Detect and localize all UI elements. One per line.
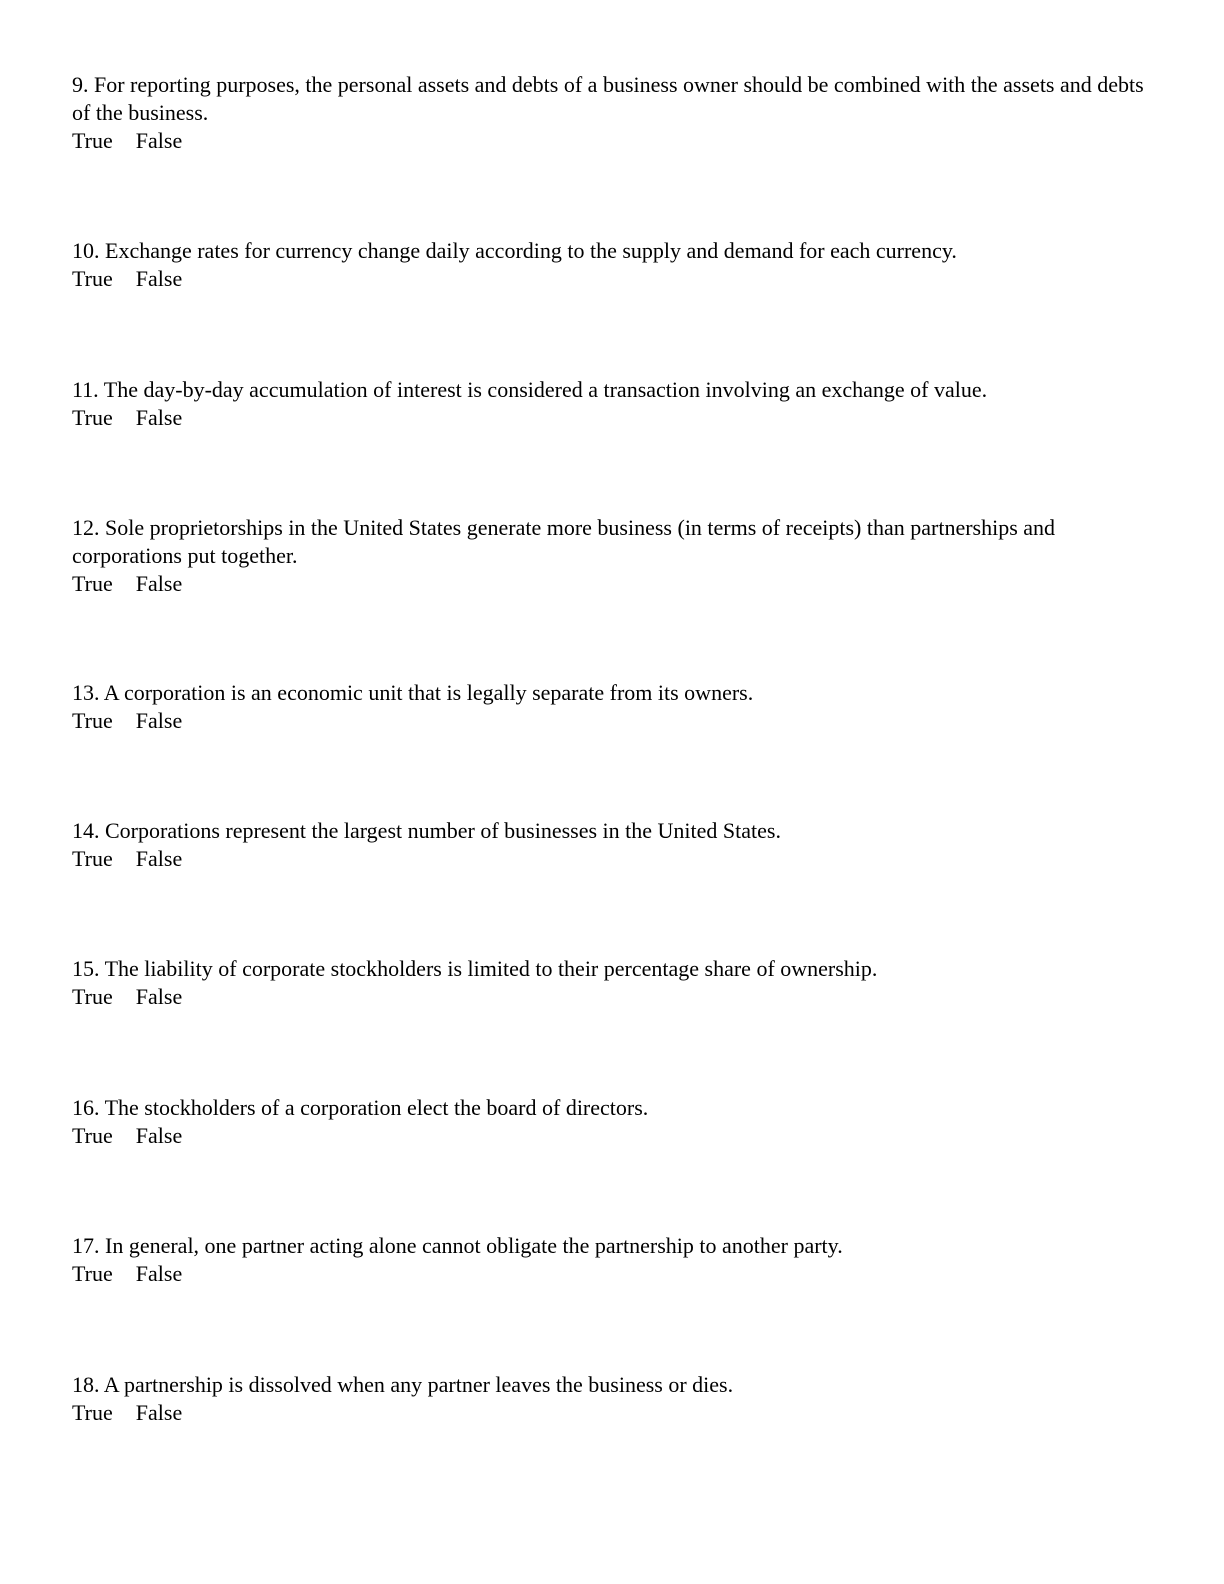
question-15 <box>72 955 1152 1011</box>
option-false[interactable]: False <box>135 266 183 291</box>
question-text: 17. In general, one partner acting alone cannot obligate the partnership to another party. <box>72 1233 843 1258</box>
option-false[interactable]: False <box>135 1400 183 1425</box>
option-true[interactable]: True <box>72 846 113 871</box>
option-true[interactable]: True <box>72 1123 113 1148</box>
answer-options <box>72 983 1152 1011</box>
option-false[interactable]: False <box>135 405 183 430</box>
answer-options <box>72 1122 1152 1150</box>
option-false[interactable]: False <box>135 1261 183 1286</box>
answer-options <box>72 265 1152 293</box>
option-false[interactable]: False <box>135 571 183 596</box>
question-18 <box>72 1371 1152 1427</box>
question-12 <box>72 514 1152 598</box>
question-text: 18. A partnership is dissolved when any partner leaves the business or dies. <box>72 1372 734 1397</box>
option-true[interactable]: True <box>72 128 113 153</box>
option-true[interactable]: True <box>72 1400 113 1425</box>
option-false[interactable]: False <box>135 128 183 153</box>
question-text: 12. Sole proprietorships in the United States generate more business (in terms of receipts) than partnerships and corporations put together. <box>72 515 1056 568</box>
option-true[interactable]: True <box>72 984 113 1009</box>
answer-options <box>72 404 1152 432</box>
question-text: 10. Exchange rates for currency change daily according to the supply and demand for each currency. <box>72 238 957 263</box>
answer-options <box>72 1399 1152 1427</box>
question-text: 9. For reporting purposes, the personal assets and debts of a business owner should be combined with the assets and debts of the business. <box>72 72 1144 125</box>
option-false[interactable]: False <box>135 846 183 871</box>
answer-options <box>72 845 1152 873</box>
question-16 <box>72 1094 1152 1150</box>
answer-options <box>72 127 1152 155</box>
question-10 <box>72 237 1152 293</box>
option-true[interactable]: True <box>72 266 113 291</box>
option-true[interactable]: True <box>72 708 113 733</box>
question-text: 14. Corporations represent the largest number of businesses in the United States. <box>72 818 781 843</box>
option-true[interactable]: True <box>72 571 113 596</box>
question-text: 16. The stockholders of a corporation elect the board of directors. <box>72 1095 649 1120</box>
answer-options <box>72 707 1152 735</box>
question-14 <box>72 817 1152 873</box>
answer-options <box>72 1260 1152 1288</box>
option-false[interactable]: False <box>135 708 183 733</box>
answer-options <box>72 570 1152 598</box>
question-text: 11. The day-by-day accumulation of interest is considered a transaction involving an exchange of value. <box>72 377 988 402</box>
option-true[interactable]: True <box>72 405 113 430</box>
option-false[interactable]: False <box>135 984 183 1009</box>
option-true[interactable]: True <box>72 1261 113 1286</box>
question-17 <box>72 1232 1152 1288</box>
option-false[interactable]: False <box>135 1123 183 1148</box>
question-11 <box>72 376 1152 432</box>
question-13 <box>72 679 1152 735</box>
question-text: 13. A corporation is an economic unit that is legally separate from its owners. <box>72 680 754 705</box>
question-9 <box>72 71 1152 155</box>
question-text: 15. The liability of corporate stockholders is limited to their percentage share of ownership. <box>72 956 878 981</box>
